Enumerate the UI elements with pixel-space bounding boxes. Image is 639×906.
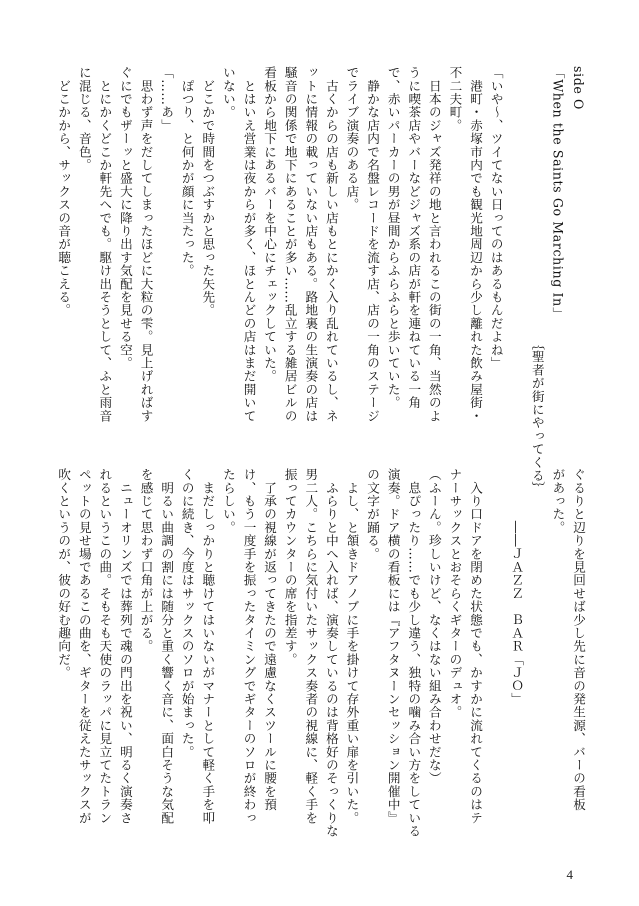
text-line: を感じて思わず口角が上がる。	[138, 468, 154, 653]
text-line: よし、と頷きドアノブに手を掛けて存外重い扉を引いた。	[344, 468, 360, 825]
text-line: 港町・赤塚市内でも観光地周辺から少し離れた飲み屋街・	[468, 66, 484, 423]
text-line: （ふーん。珍しいけど、なくはない組み合わせだな）	[426, 468, 442, 785]
text-line: うに喫茶店やバーなどジャズ系の店が軒を連ねている一角	[406, 66, 422, 410]
text-line: まだしっかりと聴けてはいないがマナーとして軽く手を叩	[200, 468, 216, 825]
lower-text-block	[56, 468, 588, 850]
text-line: くのに続き、今度はサックスのソロが始まった。	[179, 468, 195, 759]
text-line: いない。	[220, 66, 236, 119]
text-line: があった。	[550, 468, 566, 534]
page-number: 4	[566, 867, 573, 882]
text-line: 吹くというのが、彼の好む趣向だ。	[56, 468, 72, 680]
text-line: に混じる、音色。	[76, 66, 92, 172]
text-line: 日本のジャズ発祥の地と言われるこの街の一角、当然のよ	[426, 66, 442, 423]
text-line	[506, 66, 527, 434]
text-line: 古くからの店も新しい店もとにかく入り乱れているし、ネ	[323, 66, 339, 423]
text-line: 「……あ」	[159, 66, 175, 132]
text-line: 「いや～、ツイてない日ってのはあるもんだよね」	[488, 66, 504, 370]
text-line: ットに情報の載っていない店もある。路地裏の生演奏の店は	[303, 66, 319, 423]
text-line: とはいえ営業は夜からが多く、ほとんどの店はまだ開いて	[241, 66, 257, 423]
text-line: 思わず声をだしてしまったほどに大粒の雫。見上げればす	[138, 66, 154, 423]
text-line: ――ＪＡＺＺ ＢＡＲ「ＪＯ」	[509, 468, 525, 706]
text-line: 振ってカウンターの席を指差す。	[282, 468, 298, 666]
text-line: 了承の視線が返ってきたので遠慮なくスツールに腰を預	[262, 468, 278, 812]
text-line: どこかから、サックスの音が聴こえる。	[56, 66, 72, 317]
text-line: 男二人。こちらに気付いたサックス奏者の視線に、軽く手を	[303, 468, 319, 825]
text-line: 「When the Saints Go Marching In」	[550, 66, 566, 320]
text-line: ニューオリンズでは葬列で魂の門出を祝い、明るく演奏さ	[117, 468, 133, 825]
text-line: side O	[571, 66, 586, 110]
text-line: 息ぴったり……でも少し違う、独特の噛み合い方をしている	[406, 468, 422, 838]
text-line: 入り口ドアを閉めた状態でも、かすかに流れてくるのはテ	[468, 468, 484, 825]
text-line: 看板から地下にあるバーを中心にチェックしていた。	[262, 66, 278, 383]
upper-text-block	[56, 66, 588, 496]
text-line: 騒音の関係で地下にあることが多い……乱立する雑居ビルの	[282, 66, 298, 423]
text-line: れるというこの曲。そもそも天使のラッパに見立てたトラン	[97, 468, 113, 825]
text-line: ぽつり、と何かが顔に当たった。	[179, 66, 195, 278]
text-line: 明るい曲調の割には随分と重く響く音に、面白そうな気配	[159, 468, 175, 825]
text-line: で、赤いパーカーの男が昼間からふらふらと歩いていた。	[385, 66, 401, 410]
text-line: たらしい。	[220, 468, 236, 534]
text-line: ｛聖者が街にやってくる｝	[529, 66, 545, 496]
text-line: どこかで時間をつぶすかと思った矢先。	[200, 66, 216, 317]
text-line: とにかくどこか軒先へでも。駆け出そうとして、ふと雨音	[97, 66, 113, 423]
text-line	[526, 468, 547, 850]
text-line: でライブ演奏のある店。	[344, 66, 360, 212]
text-line: 静かな店内で名盤レコードを流す店、店の一角のステージ	[365, 66, 381, 423]
text-line: ナーサックスとおそらくギターのデュオ。	[447, 468, 463, 719]
text-line: ペットの見せ場であるこの曲を、ギターを従えたサックスが	[76, 468, 92, 825]
text-line	[485, 468, 506, 850]
text-line: ふらりと中へ入れば、演奏しているのは背格好のそっくりな	[323, 468, 339, 838]
text-line: ぐるりと辺りを見回せば少し先に音の発生源、バーの看板	[571, 468, 586, 812]
text-line: け、もう一度手を振ったタイミングでギターのソロが終わっ	[241, 468, 257, 825]
text-line: 不二夫町。	[447, 66, 463, 132]
text-line: ぐにでもザーッと盛大に降り出す気配を見せる空。	[117, 66, 133, 370]
text-line: の文字が踊る。	[365, 468, 381, 561]
text-line: 演奏。ドア横の看板には『アフタヌーンセッション開催中』	[385, 468, 401, 825]
